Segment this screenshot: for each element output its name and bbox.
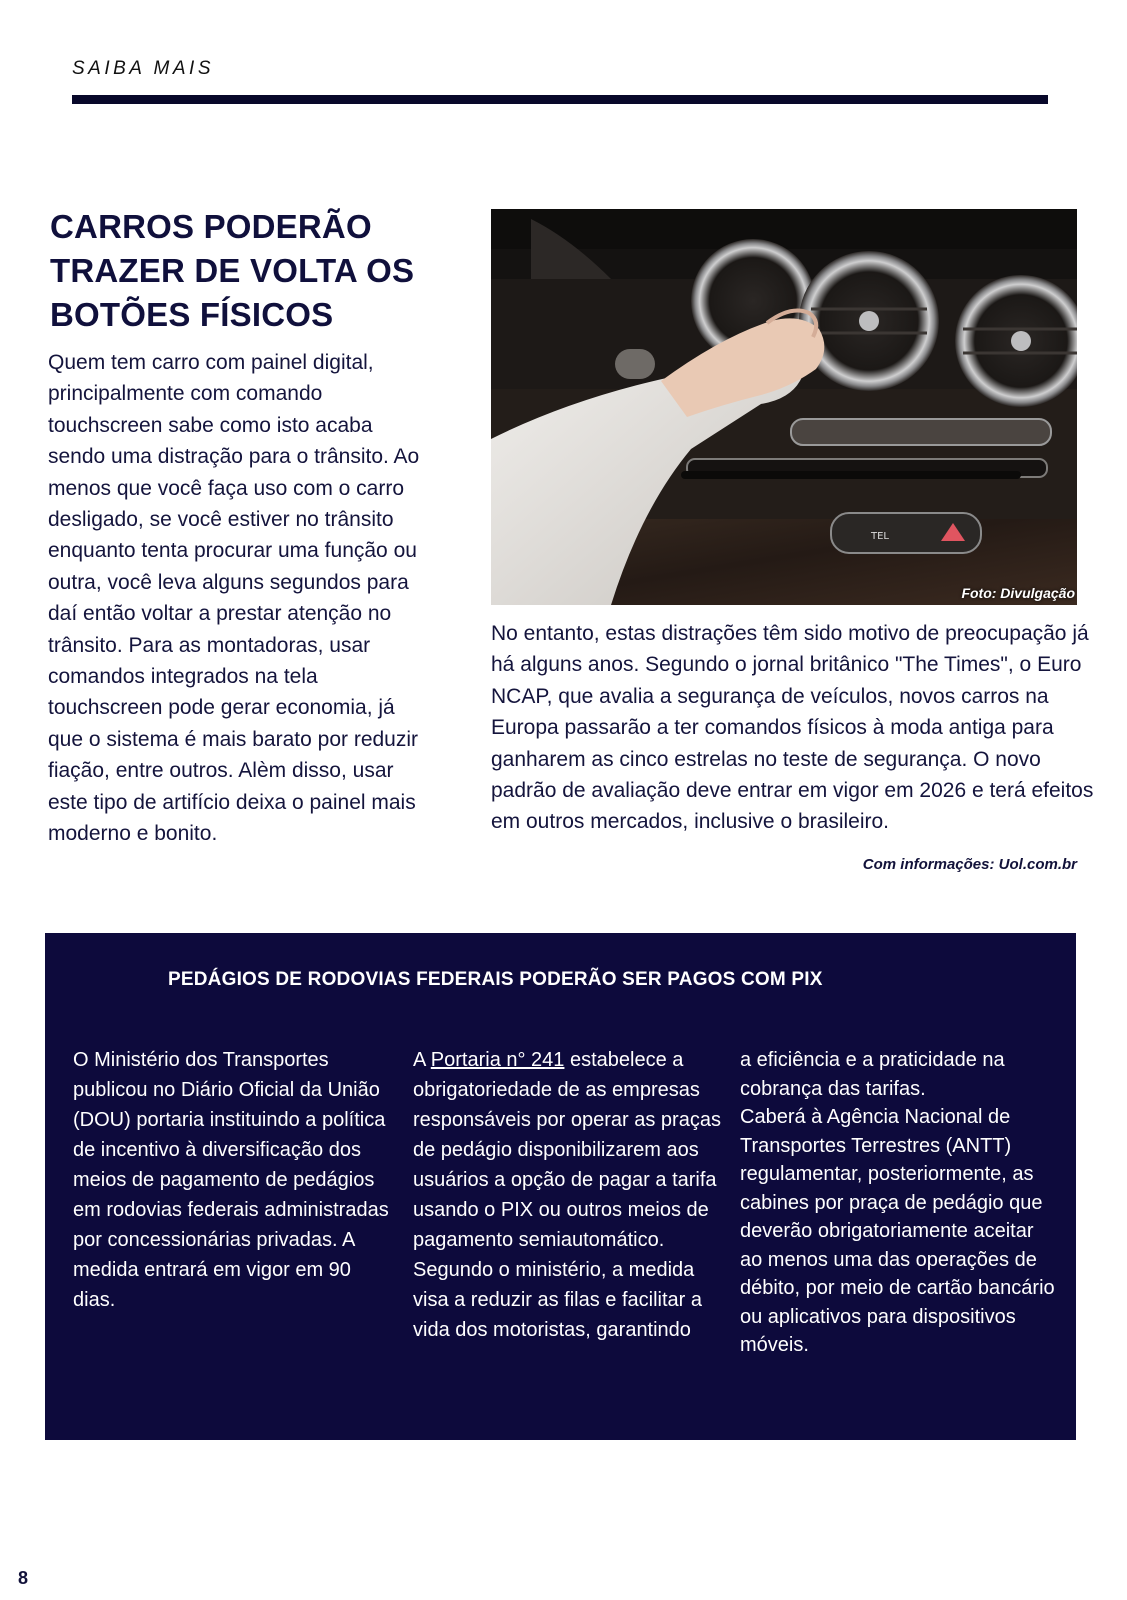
page-number: 8 [18,1568,29,1588]
news-column-3 [740,1046,1060,1360]
section-label: SAIBA MAIS [72,58,214,79]
news-box [45,933,1076,1440]
article-title: CARROS PODERÃO TRAZER DE VOLTA OS BOTÕES FÍSICOS [50,208,415,333]
article-body-right: No entanto, estas distrações têm sido motivo de preocupação já há alguns anos. Segundo o jornal britânico "The Times", o Euro NCAP, que avalia a segurança de veículos, novos carros na Europa passarão a ter comandos físicos à moda antiga para ganharem as cinco estrelas no teste de segurança. O novo padrão de avaliação deve entrar em vigor em 2026 e terá efeitos em outros mercados, inclusive o brasileiro. [491,622,1094,834]
car-dashboard-illustration [491,209,1077,605]
car-dashboard-photo [491,209,1077,605]
photo-credit: Foto: Divulgação [961,585,1075,601]
svg-text:TEL: TEL [871,531,889,542]
header-rule [72,95,1048,104]
col3-paragraph-1: a eficiência e a praticidade na cobrança das tarifas. [740,1049,1005,1100]
col2-prefix: A [413,1049,431,1071]
article-body-left: Quem tem carro com painel digital, principalmente com comando touchscreen sabe como isto acaba sendo uma distração para o trânsito. Ao menos que você faça uso com o carro desligado, se você estiver no trânsito enquanto tenta procurar uma função ou outra, você leva alguns segundos para daí então voltar a prestar atenção no trânsito. Para as montadoras, usar comandos integrados na tela touchscreen pode gerar economia, já que o sistema é mais barato por reduzir fiação, entre outros. Alèm disso, usar este tipo de artifício deixa o painel mais moderno e bonito. [48,351,420,846]
source-note: Com informações: Uol.com.br [862,856,1077,873]
news-column-2 [413,1045,731,1345]
news-box-title: PEDÁGIOS DE RODOVIAS FEDERAIS PODERÃO SER PAGOS COM PIX [168,969,823,990]
news-column-1: O Ministério dos Transportes publicou no Diário Oficial da União (DOU) portaria instituindo a política de incentivo à diversificação dos meios de pagamento de pedágios em rodovias federais administradas por concessionárias privadas. A medida entrará em vigor em 90 dias. [73,1049,389,1311]
col3-paragraph-2: Caberá à Agência Nacional de Transportes Terrestres (ANTT) regulamentar, posteriormente, as cabines por praça de pedágio que deverão obrigatoriamente aceitar ao menos uma das operações de débito, por meio de cartão bancário ou aplicativos para dispositivos móveis. [740,1106,1055,1356]
portaria-link[interactable]: Portaria n° 241 [430,1049,565,1071]
col2-rest: estabelece a obrigatoriedade de as empresas responsáveis por operar as praças de pedágio disponibilizarem aos usuários a opção de pagar a tarifa usando o PIX ou outros meios de pagamento semiautomático. Segundo o ministério, a medida visa a reduzir as filas e facilitar a vida dos motoristas, garantindo [413,1049,721,1341]
